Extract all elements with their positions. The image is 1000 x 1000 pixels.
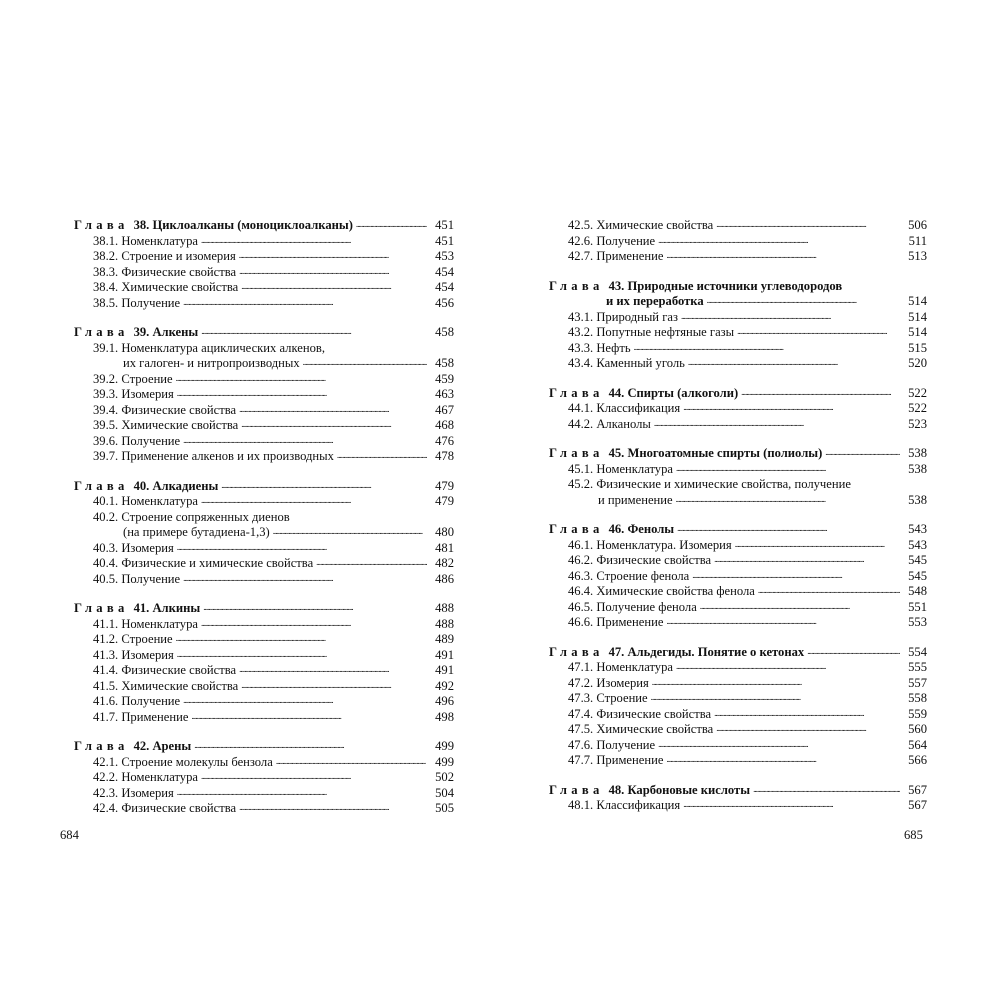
- toc-label-text: и их переработка: [606, 294, 704, 308]
- toc-entry: [74, 449, 454, 465]
- toc-entry: [74, 710, 454, 726]
- toc-label-text: 38.4. Химические свойства: [93, 280, 239, 294]
- dot-leader: [177, 784, 427, 801]
- dot-leader: [700, 598, 900, 615]
- toc-page-number: 560: [908, 722, 927, 736]
- toc-label: [74, 694, 180, 710]
- toc-label: [549, 738, 655, 754]
- toc-label: [74, 341, 325, 357]
- toc-label-text: 46.5. Получение фенола: [568, 599, 697, 614]
- toc-label-text: 39.4. Физические свойства: [93, 402, 237, 417]
- dot-leader: [201, 492, 427, 509]
- dot-leader: [825, 444, 900, 461]
- dot-leader: [191, 708, 427, 725]
- toc-label-text: 46. Фенолы: [608, 522, 675, 536]
- toc-page-number: 514: [908, 309, 927, 324]
- dot-leader: [239, 263, 427, 280]
- toc-label: [74, 572, 180, 588]
- toc-page-number: 545: [908, 568, 927, 583]
- toc-label: [74, 234, 198, 250]
- toc-page-number: 498: [435, 709, 454, 724]
- toc-page-number: 496: [435, 694, 454, 708]
- toc-label: [549, 753, 663, 769]
- toc-page-number: 454: [435, 264, 454, 279]
- toc-page-number: 555: [908, 660, 927, 674]
- toc-label-text: 40.4. Физические и химические свойства: [93, 556, 314, 570]
- toc-page-number: 458: [435, 325, 454, 339]
- toc-label-text: 46.4. Химические свойства фенола: [568, 584, 755, 598]
- toc-page-number: 559: [908, 706, 927, 721]
- dot-leader: [666, 613, 900, 630]
- toc-page-number: 499: [435, 754, 454, 769]
- toc-label-text: 46.1. Номенклатура. Изомерия: [568, 537, 732, 552]
- dot-leader: [651, 689, 900, 706]
- toc-entry: [74, 494, 454, 510]
- toc-page-number: 489: [435, 632, 454, 646]
- toc-label: [74, 632, 173, 648]
- toc-label: [74, 663, 236, 679]
- toc-page-number: 545: [908, 553, 927, 567]
- toc-page-number: 459: [435, 371, 454, 386]
- dot-leader: [337, 447, 427, 464]
- toc-page-number: 513: [908, 249, 927, 263]
- dot-leader: [714, 551, 900, 568]
- dot-leader: [652, 674, 900, 691]
- toc-label: [74, 494, 198, 510]
- dot-leader: [758, 582, 900, 599]
- toc-label-text: 38.1. Номенклатура: [93, 233, 198, 248]
- toc-page-number: 522: [908, 385, 927, 400]
- dot-leader: [221, 477, 427, 494]
- toc-label-text: 38. Циклоалканы (моноциклоалканы): [133, 218, 353, 232]
- toc-label-text: 48. Карбоновые кислоты: [608, 782, 751, 797]
- dot-leader: [177, 539, 427, 556]
- toc-page-number: 505: [435, 801, 454, 815]
- toc-page-number: 491: [435, 647, 454, 662]
- dot-leader: [688, 354, 900, 371]
- right-page-number: 685: [904, 828, 923, 842]
- toc-label: [74, 372, 173, 388]
- toc-label-text: 42. Арены: [133, 739, 192, 753]
- toc-label: [549, 676, 649, 692]
- toc-page-number: 522: [908, 401, 927, 415]
- left-page-toc: [74, 218, 454, 817]
- right-page-toc: [549, 218, 927, 814]
- toc-page-number: 482: [435, 556, 454, 570]
- toc-label-text: 44.1. Классификация: [568, 401, 681, 415]
- toc-page-number: 538: [908, 446, 927, 460]
- toc-label-text: 41.4. Физические свойства: [93, 663, 237, 677]
- toc-label-text: 43. Природные источники углеводородов: [608, 278, 843, 293]
- toc-label-text: их галоген- и нитропроизводных: [123, 356, 300, 370]
- toc-label: [74, 265, 236, 281]
- toc-label: [549, 310, 678, 326]
- toc-page-number: 538: [908, 492, 927, 507]
- toc-label-text: 38.2. Строение и изомерия: [93, 249, 236, 263]
- dot-leader: [677, 520, 900, 537]
- toc-label: [549, 341, 631, 357]
- dot-leader: [753, 781, 900, 798]
- toc-label-text: 43.4. Каменный уголь: [568, 356, 685, 370]
- toc-label: [549, 615, 663, 631]
- dot-leader: [683, 796, 900, 813]
- toc-label: [74, 479, 218, 495]
- dot-leader: [201, 323, 427, 340]
- toc-entry-continuation: [549, 493, 927, 509]
- toc-page-number: 548: [908, 584, 927, 598]
- toc-label-text: 47.7. Применение: [568, 753, 664, 767]
- dot-leader: [634, 339, 900, 356]
- toc-page-number: 476: [435, 433, 454, 448]
- toc-label-text: (на примере бутадиена-1,3): [123, 525, 270, 539]
- toc-label-text: 47.5. Химические свойства: [568, 722, 714, 736]
- toc-entry: [74, 296, 454, 312]
- toc-label-text: 47.3. Строение: [568, 691, 648, 705]
- toc-label-text: 47.6. Получение: [568, 737, 656, 752]
- toc-label-text: 42.6. Получение: [568, 233, 656, 248]
- dot-leader: [177, 646, 427, 663]
- toc-label-text: 42.2. Номенклатура: [93, 770, 198, 784]
- toc-label: [74, 648, 174, 664]
- toc-label: [74, 510, 290, 526]
- dot-leader: [714, 705, 900, 722]
- dot-leader: [239, 247, 427, 264]
- toc-page-number: 511: [908, 233, 927, 248]
- toc-label-text: 39.5. Химические свойства: [93, 418, 239, 432]
- dot-leader: [681, 308, 900, 325]
- toc-label-text: 46.3. Строение фенола: [568, 568, 690, 583]
- toc-label-text: 41.1. Номенклатура: [93, 616, 198, 631]
- toc-label-text: 41.3. Изомерия: [93, 647, 174, 662]
- toc-label-text: 39.2. Строение: [93, 371, 173, 386]
- dot-leader: [201, 232, 427, 249]
- toc-label-text: 45.1. Номенклатура: [568, 461, 673, 476]
- dot-leader: [194, 737, 427, 754]
- toc-page-number: 488: [435, 616, 454, 631]
- dot-leader: [741, 384, 900, 401]
- toc-label-text: 39.1. Номенклатура ациклических алкенов,: [93, 340, 325, 355]
- dot-leader: [666, 751, 900, 768]
- toc-label-text: 41.6. Получение: [93, 694, 181, 708]
- toc-label-text: 42.3. Изомерия: [93, 785, 174, 800]
- toc-page-number: 523: [908, 416, 927, 431]
- toc-page-number: 504: [435, 785, 454, 800]
- toc-label-text: 39.6. Получение: [93, 433, 181, 448]
- chapter-word: Глава: [549, 446, 604, 460]
- dot-leader: [201, 615, 427, 632]
- toc-page-number: 478: [435, 449, 454, 463]
- toc-page-number: 458: [435, 356, 454, 370]
- toc-label-text: 44.2. Алканолы: [568, 416, 651, 431]
- dot-leader: [716, 720, 900, 737]
- toc-label-text: 42.5. Химические свойства: [568, 218, 714, 232]
- chapter-word: Глава: [74, 478, 129, 493]
- toc-page-number: 479: [435, 478, 454, 493]
- dot-leader: [683, 399, 900, 416]
- toc-label: [74, 801, 236, 817]
- toc-page-number: 543: [908, 522, 927, 536]
- toc-label-text: и применение: [598, 492, 673, 507]
- toc-label-text: 40.3. Изомерия: [93, 540, 174, 555]
- toc-label: [549, 356, 685, 372]
- toc-page-number: 480: [435, 525, 454, 539]
- dot-leader: [303, 354, 427, 371]
- toc-page-number: 451: [435, 218, 454, 232]
- toc-label: [549, 522, 674, 538]
- toc-label: [549, 538, 732, 554]
- toc-label: [74, 434, 180, 450]
- toc-label-text: 40. Алкадиены: [133, 478, 219, 493]
- toc-page-number: 506: [908, 218, 927, 232]
- section-gap: [549, 265, 927, 279]
- toc-label-text: 46.2. Физические свойства: [568, 553, 712, 567]
- dot-leader: [183, 692, 427, 709]
- toc-page-number: 481: [435, 540, 454, 555]
- toc-page-number: 502: [435, 770, 454, 784]
- toc-page-number: 451: [435, 233, 454, 248]
- dot-leader: [241, 278, 427, 295]
- dot-leader: [201, 768, 427, 785]
- toc-label: [74, 710, 188, 726]
- toc-entry: [549, 753, 927, 769]
- toc-label: [74, 249, 236, 265]
- dot-leader: [654, 415, 900, 432]
- toc-label: [74, 786, 174, 802]
- toc-label-text: 38.5. Получение: [93, 295, 181, 310]
- toc-label-text: 47. Альдегиды. Понятие о кетонах: [608, 644, 805, 659]
- toc-label-text: 43.2. Попутные нефтяные газы: [568, 325, 735, 339]
- toc-label: [74, 387, 174, 403]
- toc-page-number: 566: [908, 753, 927, 767]
- toc-label-text: 40.1. Номенклатура: [93, 494, 198, 508]
- toc-label: [549, 234, 655, 250]
- toc-page-number: 567: [908, 798, 927, 812]
- toc-page-number: 492: [435, 678, 454, 693]
- dot-leader: [176, 370, 427, 387]
- toc-label-text: 39.3. Изомерия: [93, 387, 174, 401]
- toc-label: [549, 553, 711, 569]
- toc-entry: [549, 249, 927, 265]
- toc-label-text: 42.4. Физические свойства: [93, 801, 237, 815]
- toc-label-text: 45.2. Физические и химические свойства, получение: [568, 477, 851, 491]
- dot-leader: [183, 570, 427, 587]
- dot-leader: [737, 323, 900, 340]
- toc-page-number: 468: [435, 418, 454, 432]
- chapter-word: Глава: [74, 218, 129, 232]
- dot-leader: [658, 736, 900, 753]
- toc-entry: [74, 801, 454, 817]
- toc-label-text: 40.2. Строение сопряженных диенов: [93, 509, 290, 524]
- toc-entry: [74, 572, 454, 588]
- toc-label-text: 42.7. Применение: [568, 249, 664, 263]
- dot-leader: [176, 630, 427, 647]
- toc-label-text: 38.3. Физические свойства: [93, 264, 237, 279]
- toc-page-number: 467: [435, 402, 454, 417]
- toc-label: [74, 541, 174, 557]
- toc-label: [549, 249, 663, 265]
- dot-leader: [676, 658, 900, 675]
- toc-label-text: 40.5. Получение: [93, 571, 181, 586]
- toc-label-text: 45. Многоатомные спирты (полиолы): [608, 446, 823, 460]
- toc-label-text: 42.1. Строение молекулы бензола: [93, 754, 273, 769]
- toc-page-number: 454: [435, 280, 454, 294]
- toc-page-number: 491: [435, 663, 454, 677]
- dot-leader: [666, 247, 900, 264]
- toc-label: [74, 296, 180, 312]
- toc-label-text: 47.2. Изомерия: [568, 675, 649, 690]
- chapter-word: Глава: [74, 601, 129, 615]
- toc-label-text: 43.3. Нефть: [568, 340, 631, 355]
- toc-page-number: 558: [908, 691, 927, 705]
- chapter-word: Глава: [74, 325, 129, 339]
- dot-leader: [707, 292, 900, 309]
- chapter-word: Глава: [549, 278, 604, 293]
- toc-page-number: 488: [435, 601, 454, 615]
- toc-label-text: 41.7. Применение: [93, 709, 189, 724]
- toc-label: [549, 493, 673, 509]
- dot-leader: [807, 643, 900, 660]
- toc-label-text: 46.6. Применение: [568, 615, 664, 629]
- toc-label-text: 43.1. Природный газ: [568, 309, 678, 324]
- toc-entry: [549, 417, 927, 433]
- chapter-word: Глава: [74, 739, 129, 753]
- toc-entry: [549, 356, 927, 372]
- toc-label: [74, 403, 236, 419]
- dot-leader: [239, 799, 427, 816]
- toc-label-text: 41. Алкины: [133, 601, 201, 615]
- toc-label-text: 47.1. Номенклатура: [568, 660, 673, 674]
- toc-page-number: 515: [908, 340, 927, 355]
- dot-leader: [183, 432, 427, 449]
- toc-label-text: 44. Спирты (алкоголи): [608, 385, 739, 400]
- dot-leader: [177, 385, 427, 402]
- chapter-word: Глава: [549, 782, 604, 797]
- toc-label: [549, 691, 648, 707]
- toc-page-number: 514: [908, 325, 927, 339]
- toc-page-number: 543: [908, 537, 927, 552]
- toc-label: [74, 325, 198, 341]
- chapter-word: Глава: [549, 385, 604, 400]
- toc-page-number: 499: [435, 739, 454, 753]
- dot-leader: [239, 661, 427, 678]
- dot-leader: [316, 554, 427, 571]
- toc-label: [74, 449, 334, 465]
- toc-label-text: 47.4. Физические свойства: [568, 706, 712, 721]
- toc-page-number: 551: [908, 599, 927, 614]
- toc-page-number: 538: [908, 461, 927, 476]
- toc-label-text: 41.2. Строение: [93, 632, 173, 646]
- chapter-word: Глава: [549, 644, 604, 659]
- toc-label-text: 39. Алкены: [133, 325, 199, 339]
- toc-label-text: 41.5. Химические свойства: [93, 678, 239, 693]
- toc-page-number: 486: [435, 571, 454, 586]
- toc-entry: [549, 798, 927, 814]
- toc-page-number: 453: [435, 249, 454, 263]
- toc-entry: [549, 462, 927, 478]
- toc-page-number: 564: [908, 737, 927, 752]
- toc-label: [549, 462, 673, 478]
- toc-page-number: 557: [908, 675, 927, 690]
- toc-label: [549, 798, 680, 814]
- toc-label: [549, 569, 689, 585]
- dot-leader: [356, 216, 427, 233]
- toc-label-text: 48.1. Классификация: [568, 798, 681, 812]
- toc-page-number: 463: [435, 387, 454, 401]
- toc-page-number: 567: [908, 782, 927, 797]
- dot-leader: [676, 460, 900, 477]
- dot-leader: [676, 491, 900, 508]
- toc-label: [74, 601, 200, 617]
- dot-leader: [241, 416, 427, 433]
- dot-leader: [276, 753, 427, 770]
- toc-label: [549, 417, 651, 433]
- dot-leader: [692, 567, 900, 584]
- toc-label: [74, 739, 191, 755]
- toc-page-number: 479: [435, 494, 454, 508]
- toc-page-number: 554: [908, 644, 927, 659]
- toc-page-number: 520: [908, 356, 927, 370]
- toc-label-text: 39.7. Применение алкенов и их производных: [93, 449, 334, 463]
- toc-entry: [549, 615, 927, 631]
- toc-page-number: 514: [908, 294, 927, 308]
- left-page-number: 684: [60, 828, 79, 842]
- dot-leader: [183, 294, 427, 311]
- dot-leader: [241, 677, 427, 694]
- toc-page-number: 456: [435, 295, 454, 310]
- dot-leader: [658, 232, 900, 249]
- dot-leader: [239, 401, 427, 418]
- dot-leader: [203, 599, 427, 616]
- dot-leader: [735, 536, 900, 553]
- dot-leader: [273, 523, 427, 540]
- chapter-heading: [74, 325, 454, 341]
- toc-label: [549, 707, 711, 723]
- chapter-word: Глава: [549, 522, 604, 536]
- dot-leader: [716, 216, 900, 233]
- toc-page-number: 553: [908, 615, 927, 629]
